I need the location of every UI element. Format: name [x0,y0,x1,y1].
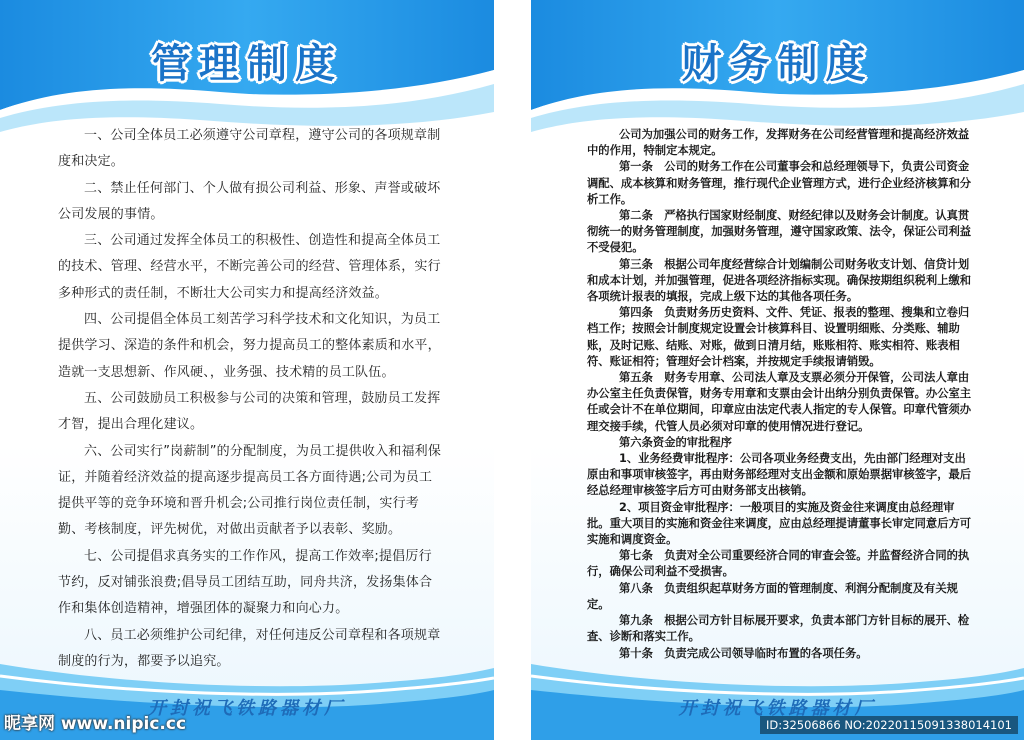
rule-paragraph: 六、公司实行”岗薪制”的分配制度，为员工提供收入和福利保证，并随着经济效益的提高逐步提高员工各方面待遇;公司为员工提供平等的竞争环境和晋升机会;公司推行岗位责任制，实行考勤、考核制度，评先树优，对做出贡献者予以表彰、奖励。 [58,443,442,538]
rule-paragraph: 第四条 负责财务历史资料、文件、凭证、报表的整理、搜集和立卷归档工作；按照会计制度规定设置会计核算科目、设置明细账、分类账、辅助账，及时记账、结账、对账，做到日清月结，账账相符、账实相符、账表相符、账证相符；管理好会计档案，并按规定手续报请销毁。 [587,306,970,368]
panel-divider [494,0,531,740]
watermark-site: 昵享网 www.nipic.cc [4,714,187,734]
rule-paragraph: 第五条 财务专用章、公司法人章及支票必须分开保管，公司法人章由办公室主任负责保管，财务专用章和支票由会计出纳分别负责保管。办公室主任或会计不在单位期间，印章应由法定代表人指定的专人保管。印章代管须办理交接手续，代管人员必须对印章的使用情况进行登记。 [587,371,972,433]
rule-paragraph: 二、禁止任何部门、个人做有损公司利益、形象、声誉或破坏公司发展的事情。 [58,180,441,222]
watermark-id: ID:32506866 NO:20220115091338014101 [760,716,1018,734]
rule-paragraph: 第七条 负责对全公司重要经济合同的审查会签。并监督经济合同的执行，确保公司利益不受损害。 [587,549,970,579]
rule-paragraph: 1、业务经费审批程序：公司各项业务经费支出，先由部门经理对支出原由和事项审核签字，再由财务部经理对支出金额和原始票据审核签字，最后经总经理审核签字后方可由财务部支出核销。 [587,452,972,498]
rule-paragraph: 第二条 严格执行国家财经制度、财经纪律以及财务会计制度。认真贯彻统一的财务管理制度，加强财务管理，遵守国家政策、法令，保证公司利益不受侵犯。 [587,209,972,255]
rule-paragraph: 第六条资金的审批程序 [619,435,732,449]
rule-paragraph: 2、项目资金审批程序：一般项目的实施及资金往来调度由总经理审批。重大项目的实施和资金往来调度，应由总经理提请董事长审定同意后方可实施和调度资金。 [587,500,972,547]
company-name-footer: 开封祝飞铁路器材厂 [678,698,877,719]
financial-rules-panel [531,0,1024,740]
rules-text [58,123,444,675]
rule-paragraph: 第十条 负责完成公司领导临时布置的各项任务。 [619,646,868,660]
rules-text [587,127,975,662]
rule-paragraph: 第一条 公司的财务工作在公司董事会和总经理领导下，负责公司资金调配、成本核算和财务管理，推行现代企业管理方式，进行企业经济核算和分析工作。 [587,160,972,206]
rule-paragraph: 一、公司全体员工必须遵守公司章程，遵守公司的各项规章制度和决定。 [58,128,441,170]
company-name-footer: 开封祝飞铁路器材厂 [148,698,346,719]
page-title: 管理制度 [151,41,343,87]
rule-paragraph: 七、公司提倡求真务实的工作作风，提高工作效率;提倡厉行节约，反对铺张浪费;倡导员工团结互助，同舟共济，发扬集体合作和集体创造精神，增强团体的凝聚力和向心力。 [58,548,433,617]
rule-paragraph: 第三条 根据公司年度经营综合计划编制公司财务收支计划、信贷计划和成本计划，并加强管理，促进各项经济指标实现。确保按期组织税利上缴和各项统计报表的填报，完成上级下达的其他各项任务。 [587,257,972,304]
rule-paragraph: 八、员工必须维护公司纪律，对任何违反公司章程和各项规章制度的行为，都要予以追究。 [58,627,441,669]
rule-paragraph: 公司为加强公司的财务工作，发挥财务在公司经营管理和提高经济效益中的作用，特制定本规定。 [587,128,970,158]
rule-paragraph: 第八条 负责组织起草财务方面的管理制度、利润分配制度及有关规定。 [587,581,958,611]
rule-paragraph: 三、公司通过发挥全体员工的积极性、创造性和提高全体员工的技术、管理、经营水平，不断完善公司的经营、管理体系，实行多种形式的责任制，不断壮大公司实力和提高经济效益。 [58,233,441,301]
rule-paragraph: 五、公司鼓励员工积极参与公司的决策和管理，鼓励员工发挥才智，提出合理化建议。 [58,390,441,433]
page-title: 财务制度 [681,41,874,87]
rule-paragraph: 第九条 根据公司方针目标展开要求，负责本部门方针目标的展开、检查、诊断和落实工作。 [587,614,970,644]
rule-paragraph: 四、公司提倡全体员工刻苦学习科学技术和文化知识，为员工提供学习、深造的条件和机会，努力提高员工的整体素质和水平，造就一支思想新、作风硬、，业务强、技术精的员工队伍。 [58,312,441,380]
management-rules-panel [0,0,494,740]
